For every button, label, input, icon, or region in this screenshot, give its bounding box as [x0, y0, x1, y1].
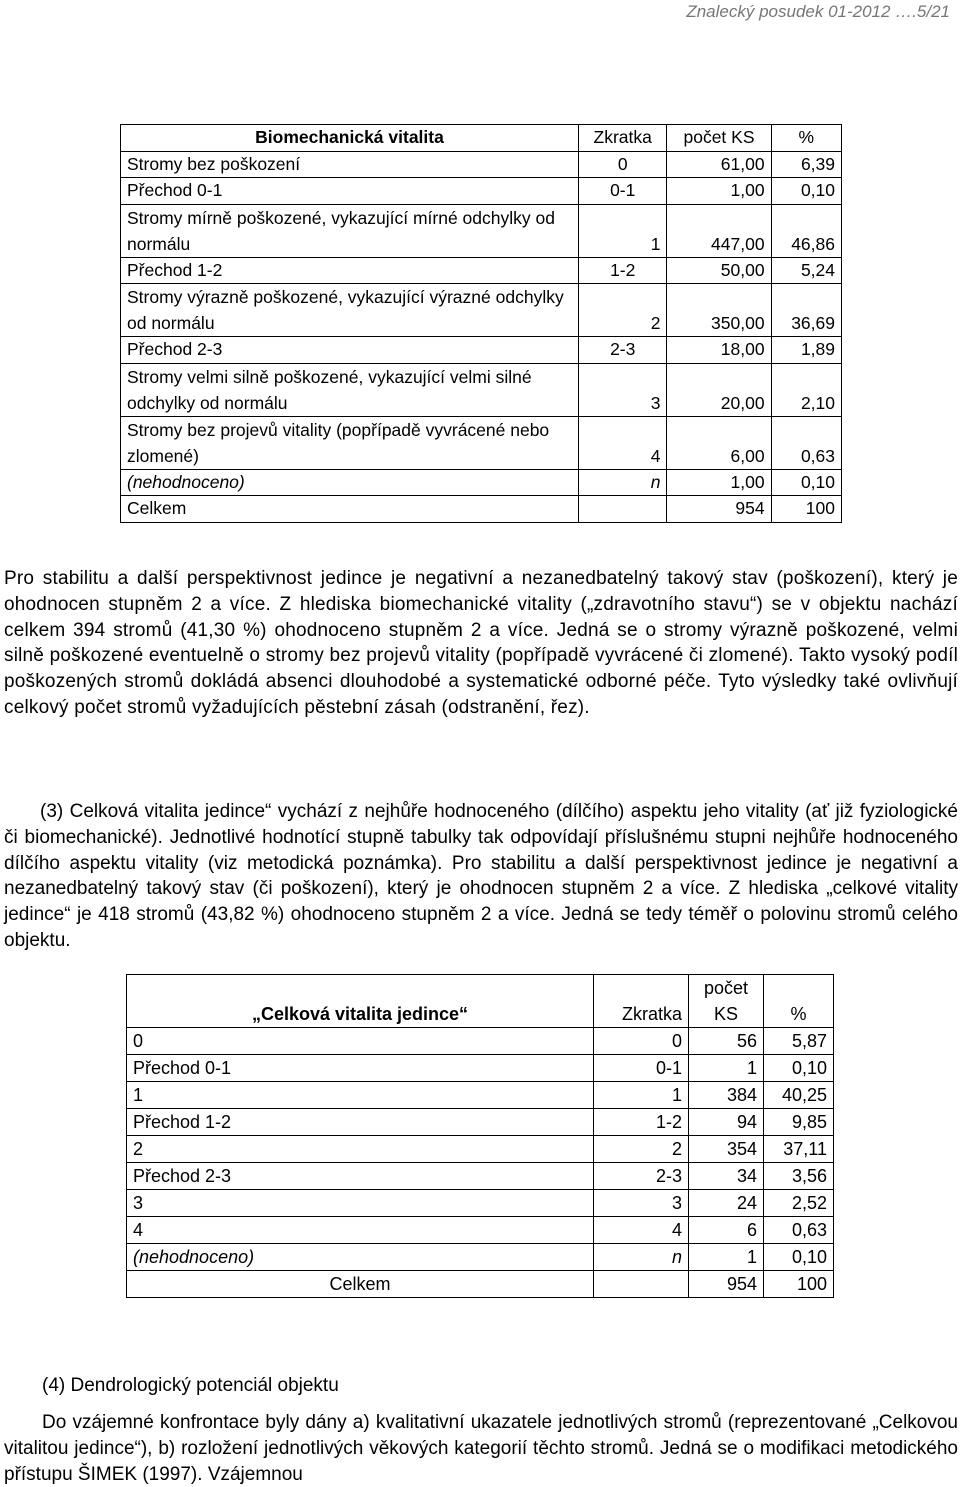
table-total-row	[127, 1271, 834, 1298]
row-percent: 0,10	[771, 469, 841, 496]
row-code: 2-3	[594, 1163, 689, 1190]
row-count: 34	[689, 1163, 764, 1190]
row-code: 2	[579, 284, 667, 337]
col-header-category: Biomechanická vitalita	[121, 125, 579, 152]
row-code: n	[579, 469, 667, 496]
row-percent: 2,52	[764, 1190, 834, 1217]
row-label: Celkem	[121, 496, 579, 523]
row-percent: 3,56	[764, 1163, 834, 1190]
row-count: 50,00	[667, 257, 771, 284]
col-header-code: Zkratka	[594, 975, 689, 1028]
row-count: 6	[689, 1217, 764, 1244]
row-label: Přechod 0-1	[121, 178, 579, 205]
row-code: 1-2	[579, 257, 667, 284]
row-label: Stromy bez projevů vitality (popřípadě vyvrácené nebo zlomené)	[121, 416, 579, 469]
row-code: 2	[594, 1136, 689, 1163]
table-row	[121, 204, 842, 257]
row-code: 4	[579, 416, 667, 469]
row-label: Stromy velmi silně poškozené, vykazující velmi silné odchylky od normálu	[121, 363, 579, 416]
row-percent: 5,24	[771, 257, 841, 284]
row-code: 0-1	[579, 178, 667, 205]
row-count: 954	[667, 496, 771, 523]
row-count: 6,00	[667, 416, 771, 469]
row-count: 384	[689, 1082, 764, 1109]
paragraph-dendrological-potential: Do vzájemné konfrontace byly dány a) kvalitativní ukazatele jednotlivých stromů (reprezentované „Celkovou vitalitou jedince“), b) rozložení jednotlivých věkových kategorií těchto stromů. Jedná se o modifikaci metodického přístupu ŠIMEK (1997). Vzájemnou	[4, 1412, 958, 1485]
row-percent: 0,10	[771, 178, 841, 205]
table-row	[127, 1055, 834, 1082]
col-header-category: „Celková vitalita jedince“	[127, 975, 594, 1028]
col-header-code: Zkratka	[579, 125, 667, 152]
table-row	[121, 469, 842, 496]
paragraph-biomechanical-summary: Pro stabilitu a další perspektivnost jedince je negativní a nezanedbatelný takový stav (poškození), který je ohodnocen stupněm 2 a více. Z hlediska biomechanické vitality („zdravotního stavu“) se v objektu nachází celkem 394 stromů (41,30 %) ohodnoceno stupněm 2 a více. Jedná se o stromy výrazně poškozené, velmi silně poškozené eventuelně o stromy bez projevů vitality (popřípadě vyvrácené či zlomené). Takto vysoký podíl poškozených stromů dokládá absenci dlouhodobé a systematické odborné péče. Tyto výsledky také ovlivňují celkový počet stromů vyžadujících pěstební zásah (odstranění, řez).	[4, 568, 958, 718]
row-count: 56	[689, 1028, 764, 1055]
row-label: Celkem	[127, 1271, 594, 1298]
row-percent: 36,69	[771, 284, 841, 337]
row-code: 1	[579, 204, 667, 257]
table-row	[127, 1163, 834, 1190]
row-count: 20,00	[667, 363, 771, 416]
row-percent: 2,10	[771, 363, 841, 416]
row-count: 1,00	[667, 469, 771, 496]
row-label: Přechod 1-2	[127, 1109, 594, 1136]
row-percent: 9,85	[764, 1109, 834, 1136]
row-percent: 0,10	[764, 1055, 834, 1082]
row-count: 61,00	[667, 151, 771, 178]
table-row	[121, 178, 842, 205]
row-label: Přechod 0-1	[127, 1055, 594, 1082]
row-count: 354	[689, 1136, 764, 1163]
row-label: 2	[127, 1136, 594, 1163]
table-row	[121, 416, 842, 469]
row-count: 1	[689, 1244, 764, 1271]
row-code: n	[594, 1244, 689, 1271]
paragraph-overall-vitality: (3) Celková vitalita jedince“ vychází z nejhůře hodnoceného (dílčího) aspektu jeho vitality (ať již fyziologické či biomechanické). Jednotlivé hodnotící stupně tabulky tak odpovídají příslušnému stupni nejhůře hodnoceného dílčího aspektu vitality (viz metodická poznámka). Pro stabilitu a další perspektivnost jedince je negativní a nezanedbatelný takový stav (či poškození), který je ohodnocen stupněm 2 a více. Z hlediska „celkové vitality jedince“ je 418 stromů (43,82 %) ohodnoceno stupněm 2 a více. Jedná se tedy téměř o polovinu stromů celého objektu.	[4, 801, 958, 951]
table-row	[121, 151, 842, 178]
row-label: (nehodnoceno)	[127, 1244, 594, 1271]
row-count: 94	[689, 1109, 764, 1136]
row-code: 3	[579, 363, 667, 416]
table-row	[121, 284, 842, 337]
table-header-row	[127, 975, 834, 1028]
row-label: Stromy mírně poškozené, vykazující mírné odchylky od normálu	[121, 204, 579, 257]
row-percent: 0,63	[771, 416, 841, 469]
row-count: 24	[689, 1190, 764, 1217]
row-label: Přechod 1-2	[121, 257, 579, 284]
overall-vitality-table	[126, 974, 834, 1298]
row-label: 0	[127, 1028, 594, 1055]
col-header-percent: %	[764, 975, 834, 1028]
row-percent: 1,89	[771, 337, 841, 364]
row-code: 0-1	[594, 1055, 689, 1082]
table-row	[121, 337, 842, 364]
row-code: 2-3	[579, 337, 667, 364]
row-count: 447,00	[667, 204, 771, 257]
row-label: Stromy výrazně poškozené, vykazující výrazné odchylky od normálu	[121, 284, 579, 337]
table-row	[127, 1217, 834, 1244]
row-label: 4	[127, 1217, 594, 1244]
table-row	[127, 1109, 834, 1136]
table-row	[127, 1136, 834, 1163]
row-code	[594, 1271, 689, 1298]
table-row	[127, 1028, 834, 1055]
col-header-percent: %	[771, 125, 841, 152]
row-label: 1	[127, 1082, 594, 1109]
page-header: Znalecký posudek 01-2012 ….5/21	[686, 2, 950, 21]
row-code: 4	[594, 1217, 689, 1244]
row-count: 1,00	[667, 178, 771, 205]
row-count: 18,00	[667, 337, 771, 364]
col-header-count: počet KS	[689, 975, 764, 1028]
table-row	[127, 1190, 834, 1217]
row-code: 0	[579, 151, 667, 178]
row-code: 0	[594, 1028, 689, 1055]
table-row	[121, 257, 842, 284]
row-percent: 6,39	[771, 151, 841, 178]
section-4-heading: (4) Dendrologický potenciál objektu	[42, 1375, 339, 1396]
row-percent: 46,86	[771, 204, 841, 257]
table-row	[121, 363, 842, 416]
row-percent: 40,25	[764, 1082, 834, 1109]
row-percent: 37,11	[764, 1136, 834, 1163]
row-percent: 5,87	[764, 1028, 834, 1055]
biomechanical-vitality-table	[120, 124, 842, 523]
row-code: 1	[594, 1082, 689, 1109]
table-header-row	[121, 125, 842, 152]
row-code: 3	[594, 1190, 689, 1217]
table-row	[127, 1244, 834, 1271]
row-label: Přechod 2-3	[121, 337, 579, 364]
row-count: 1	[689, 1055, 764, 1082]
row-label: Přechod 2-3	[127, 1163, 594, 1190]
row-percent: 100	[764, 1271, 834, 1298]
row-percent: 100	[771, 496, 841, 523]
row-label: Stromy bez poškození	[121, 151, 579, 178]
row-code: 1-2	[594, 1109, 689, 1136]
row-label: (nehodnoceno)	[121, 469, 579, 496]
row-percent: 0,63	[764, 1217, 834, 1244]
table-row	[127, 1082, 834, 1109]
row-count: 350,00	[667, 284, 771, 337]
col-header-count: počet KS	[667, 125, 771, 152]
row-label: 3	[127, 1190, 594, 1217]
row-count: 954	[689, 1271, 764, 1298]
row-code	[579, 496, 667, 523]
table-total-row	[121, 496, 842, 523]
row-percent: 0,10	[764, 1244, 834, 1271]
